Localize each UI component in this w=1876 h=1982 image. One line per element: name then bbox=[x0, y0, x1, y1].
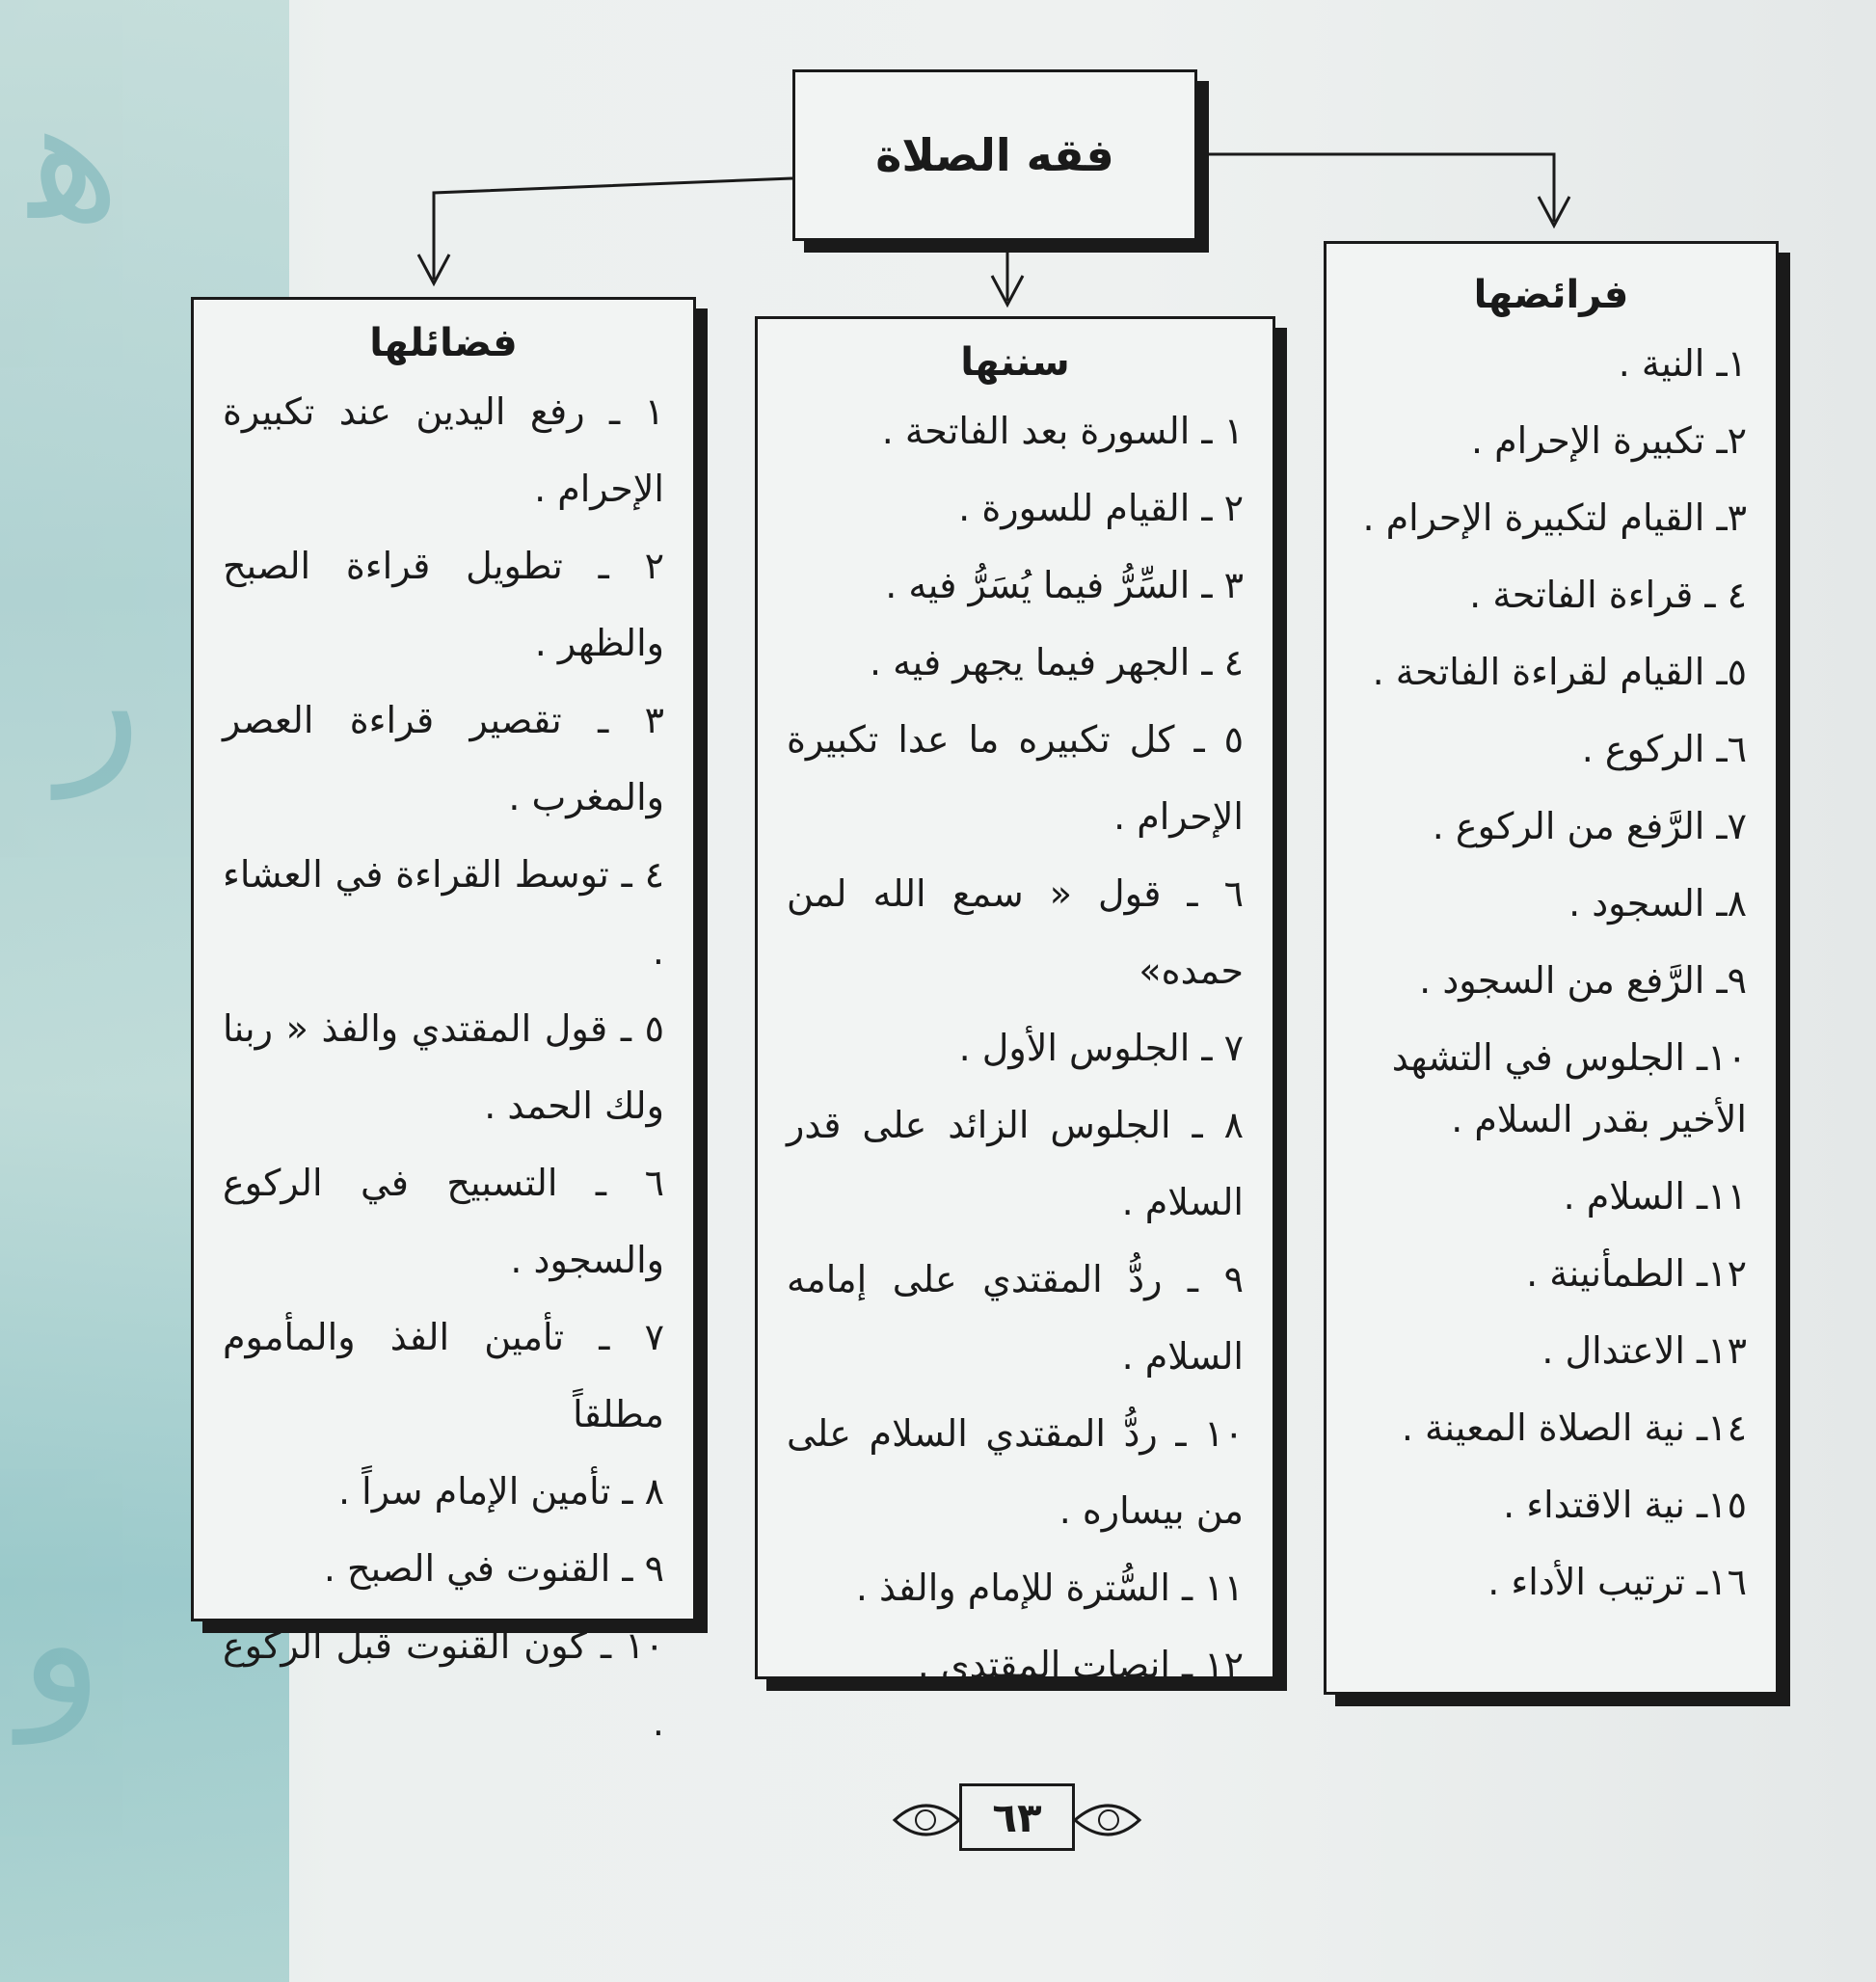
list-item: ١٠ ـ ردُّ المقتدي السلام على من بيساره . bbox=[787, 1412, 1244, 1532]
calligraphy-ornament-middle: ﺭ bbox=[58, 598, 142, 799]
branch-fadail bbox=[191, 297, 696, 1744]
list-item: ١٦ـ ترتيب الأداء . bbox=[1487, 1561, 1747, 1603]
connector-to-fadail bbox=[434, 178, 792, 280]
list-item: ٢ـ تكبيرة الإحرام . bbox=[1470, 419, 1747, 462]
root-title: فقه الصلاة bbox=[875, 129, 1114, 181]
root-node bbox=[792, 69, 1197, 241]
list-item: ١١ ـ السُّترة للإمام والفذ . bbox=[855, 1567, 1244, 1609]
list-item: ٣ـ القيام لتكبيرة الإحرام . bbox=[1362, 496, 1747, 539]
list-item: ١ ـ السورة بعد الفاتحة . bbox=[881, 410, 1244, 452]
list-item: ١٥ـ نية الاقتداء . bbox=[1503, 1484, 1747, 1526]
list-item: ٣ ـ تقصير قراءة العصر والمغرب . bbox=[223, 699, 664, 818]
list-item: ١٣ـ الاعتدال . bbox=[1541, 1329, 1747, 1372]
list-item: ٢ ـ تطويل قراءة الصبح والظهر . bbox=[223, 545, 664, 664]
list-item: ٥ ـ كل تكبيره ما عدا تكبيرة الإحرام . bbox=[787, 718, 1244, 838]
calligraphy-ornament-bottom: ﻭ bbox=[19, 1542, 103, 1744]
list-item: ٨ـ السجود . bbox=[1568, 882, 1747, 924]
list-item: ١٢ـ الطمأنينة . bbox=[1526, 1252, 1747, 1295]
list-item: ١ ـ رفع اليدين عند تكبيرة الإحرام . bbox=[223, 390, 664, 510]
list-item: ٦ ـ قول « سمع الله لمن حمده» bbox=[787, 872, 1244, 992]
list-item: ٤ ـ الجهر فيما يجهر فيه . bbox=[869, 641, 1244, 683]
list-item: ٥ ـ قول المقتدي والفذ « ربنا ولك الحمد . bbox=[223, 1007, 664, 1127]
list-item: ٨ ـ الجلوس الزائد على قدر السلام . bbox=[787, 1104, 1244, 1223]
page-number-ornament bbox=[887, 1781, 1147, 1859]
list-item: ٩ ـ ردُّ المقتدي على إمامه السلام . bbox=[787, 1258, 1244, 1378]
branch-items bbox=[1327, 317, 1776, 1620]
list-item: ١٠ ـ كون القنوت قبل الركوع . bbox=[223, 1624, 664, 1744]
page-number: ٦٣ bbox=[959, 1783, 1075, 1851]
list-item: ٧ ـ الجلوس الأول . bbox=[958, 1027, 1244, 1069]
calligraphy-ornament-top: ﻫ bbox=[29, 58, 121, 259]
list-item: ٢ ـ القيام للسورة . bbox=[958, 487, 1244, 529]
list-item: ٦ ـ التسبيح في الركوع والسجود . bbox=[223, 1162, 664, 1281]
list-item: ٤ ـ توسط القراءة في العشاء . bbox=[223, 853, 664, 973]
branch-items bbox=[758, 385, 1273, 1703]
list-item: ٤ ـ قراءة الفاتحة . bbox=[1469, 574, 1747, 616]
branch-sunan bbox=[755, 316, 1275, 1686]
list-item: ٨ ـ تأمين الإمام سراً . bbox=[338, 1470, 664, 1513]
list-item: ٧ـ الرَّفع من الركوع . bbox=[1432, 805, 1747, 847]
list-item: ١٤ـ نية الصلاة المعينة . bbox=[1401, 1406, 1747, 1449]
branch-title: فضائلها bbox=[369, 321, 518, 365]
list-item: ٣ ـ السِّرُّ فيما يُسَرُّ فيه . bbox=[885, 564, 1244, 606]
list-item: ١ـ النية . bbox=[1618, 342, 1747, 385]
list-item: ٥ـ القيام لقراءة الفاتحة . bbox=[1372, 651, 1747, 693]
list-item: ١٢ ـ إنصات المقتدي . bbox=[917, 1644, 1244, 1686]
list-item: ٩ ـ القنوت في الصبح . bbox=[323, 1547, 664, 1590]
branch-items bbox=[194, 365, 693, 1761]
list-item: ٧ ـ تأمين الفذ والمأموم مطلقاً bbox=[223, 1316, 664, 1435]
branch-title: فرائضها bbox=[1473, 273, 1629, 317]
list-item: ١١ـ السلام . bbox=[1563, 1175, 1747, 1218]
list-item: ١٠ـ الجلوس في التشهد الأخير بقدر السلام . bbox=[1391, 1036, 1747, 1140]
connector-to-faraid bbox=[1197, 154, 1554, 222]
list-item: ٩ـ الرَّفع من السجود . bbox=[1419, 959, 1747, 1002]
branch-title: سننها bbox=[960, 340, 1070, 385]
list-item: ٦ـ الركوع . bbox=[1581, 728, 1747, 770]
branch-faraid bbox=[1324, 241, 1779, 1695]
